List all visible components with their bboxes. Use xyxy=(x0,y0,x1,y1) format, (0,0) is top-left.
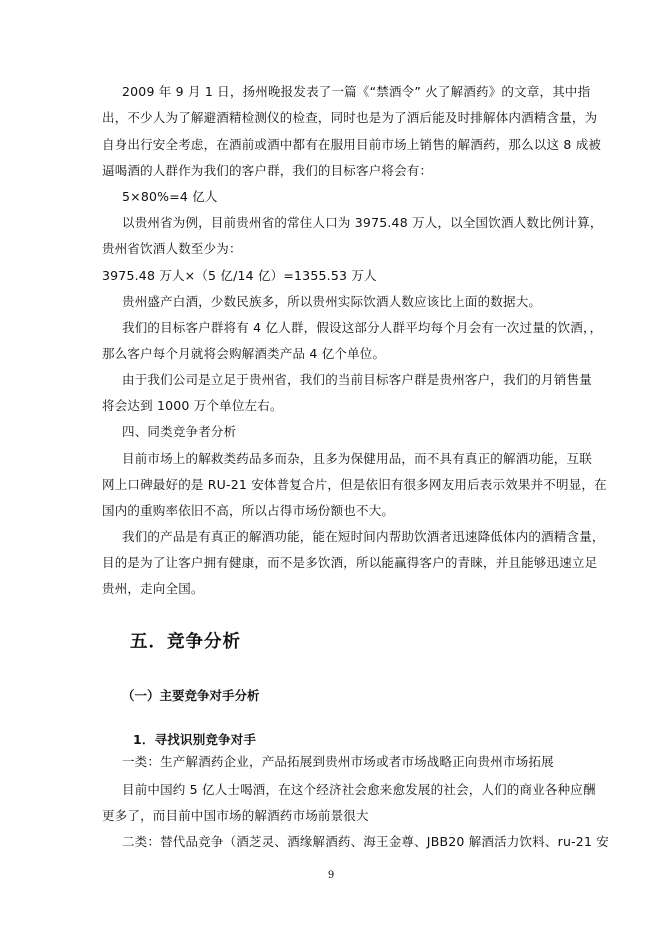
list-heading: 1．寻找识别竞争对手 xyxy=(133,732,257,747)
paragraph-line: 国内的重购率依旧不高，所以占得市场份额也不大。 xyxy=(102,503,395,518)
page-number: 9 xyxy=(327,870,335,881)
paragraph-line: 四、同类竞争者分析 xyxy=(122,424,237,439)
section-heading: 五．竞争分析 xyxy=(130,632,241,652)
paragraph-line: 目前市场上的解救类药品多而杂，且多为保健用品，而不具有真正的解酒功能，互联 xyxy=(122,451,592,466)
paragraph-line: 网上口碑最好的是 RU-21 安体普复合片，但是依旧有很多网友用后表示效果并不明显，在 xyxy=(102,477,607,492)
paragraph-line: 目的是为了让客户拥有健康，而不是多饮酒，所以能赢得客户的青睐，并且能够迅速立足 xyxy=(102,555,598,570)
paragraph-line: 由于我们公司是立足于贵州省，我们的当前目标客户群是贵州客户，我们的月销售量 xyxy=(122,372,592,387)
paragraph-line: 我们的产品是有真正的解酒功能，能在短时间内帮助饮酒者迅速降低体内的酒精含量， xyxy=(122,529,605,544)
paragraph-line: 3975.48 万人×（5 亿/14 亿）=1355.53 万人 xyxy=(102,268,377,283)
paragraph-line: 逼喝酒的人群作为我们的客户群，我们的目标客户将会有： xyxy=(102,163,433,178)
paragraph-line: 2009 年 9 月 1 日，扬州晚报发表了一篇《“禁酒令” 火了解酒药》的文章，其中指 xyxy=(122,84,591,99)
paragraph-line: 5×80%=4 亿人 xyxy=(122,189,218,204)
paragraph-line: 以贵州省为例，目前贵州省的常住人口为 3975.48 万人，以全国饮酒人数比例计算， xyxy=(122,215,603,230)
paragraph-line: 二类：替代品竞争（酒芝灵、酒缘解酒药、海王金尊、JBB20 解酒活力饮料、ru-21 安 xyxy=(122,834,609,849)
subsection-heading: （一）主要竞争对手分析 xyxy=(122,688,260,703)
paragraph-line: 目前中国约 5 亿人士喝酒，在这个经济社会愈来愈发展的社会，人们的商业各种应酬 xyxy=(122,782,596,797)
paragraph-line: 一类：生产解酒药企业，产品拓展到贵州市场或者市场战略正向贵州市场拓展 xyxy=(122,754,554,769)
paragraph-line: 自身出行安全考虑，在酒前或酒中都有在服用目前市场上销售的解酒药，那么以这 8 成被 xyxy=(102,137,602,152)
paragraph-line: 贵州省饮酒人数至少为： xyxy=(102,241,242,256)
paragraph-line: 那么客户每个月就将会购解酒类产品 4 亿个单位。 xyxy=(102,346,386,361)
paragraph-line: 出，不少人为了解避酒精检测仪的检查，同时也是为了酒后能及时排解体内酒精含量，为 xyxy=(102,110,598,125)
paragraph-line: 我们的目标客户群将有 4 亿人群，假设这部分人群平均每个月会有一次过量的饮酒，， xyxy=(122,320,603,335)
paragraph-line: 更多了，而目前中国市场的解酒药市场前景很大 xyxy=(102,808,369,823)
paragraph-line: 贵州，走向全国。 xyxy=(102,581,204,596)
paragraph-line: 将会达到 1000 万个单位左右。 xyxy=(102,398,283,413)
paragraph-line: 贵州盛产白酒，少数民族多，所以贵州实际饮酒人数应该比上面的数据大。 xyxy=(122,294,542,309)
